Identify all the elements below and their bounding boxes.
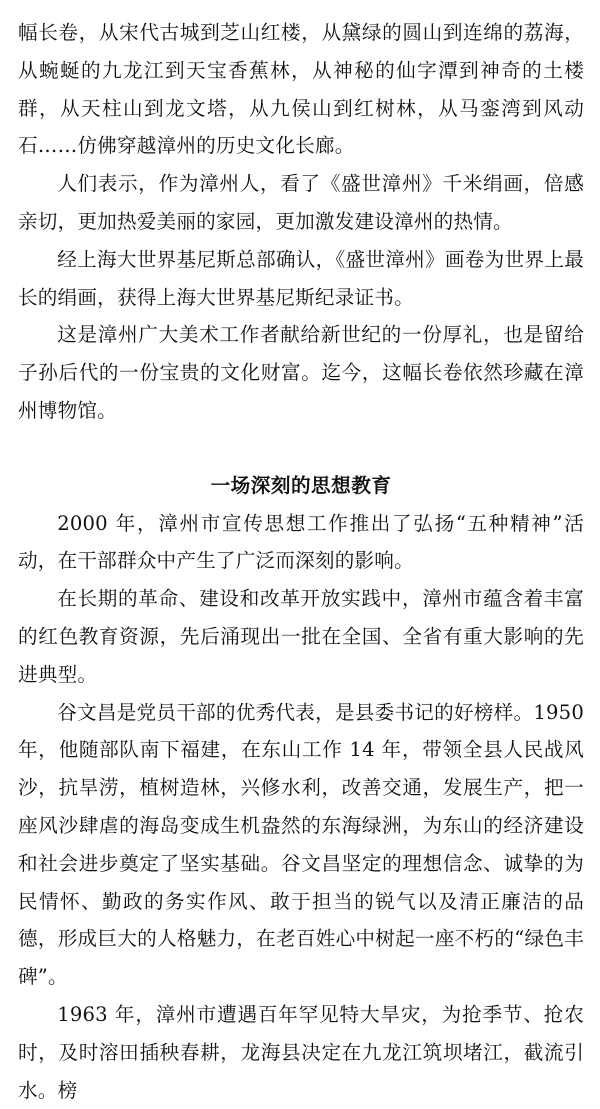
paragraph-guinness-record: 经上海大世界基尼斯总部确认，《盛世漳州》画卷为世界上最长的绢画，获得上海大世界基尼斯纪录证书。 (18, 247, 584, 309)
paragraph-gu-wenchang: 谷文昌是党员干部的优秀代表，是县委书记的好榜样。1950 年，他随部队南下福建，在东山工作 14 年，带领全县人民战风沙，抗旱涝，植树造林，兴修水利，改善交通，发展生产，把一座风沙肆虐的海岛变成生机盎然的东海绿洲，为东山的经济建设和社会进步奠定了坚实基础。谷文昌坚定的理想信念、诚挚的为民情怀、勤政的务实作风、敢于担当的锐气以及清正廉洁的品德，形成巨大的人格魅力，在老百姓心中树起一座不朽的“绿色丰碑”。 (18, 700, 584, 989)
section-spacer (18, 430, 584, 467)
section-title: 一场深刻的思想教育 (210, 473, 392, 497)
paragraph-five-spirits-campaign: 2000 年，漳州市宣传思想工作推出了弘扬“五种精神”活动，在干部群众中产生了广泛而深刻的影响。 (18, 511, 584, 573)
document-page (18, 14, 584, 1109)
paragraph-people-reaction: 人们表示，作为漳州人，看了《盛世漳州》千米绢画，倍感亲切，更加热爱美丽的家园，更加激发建设漳州的热情。 (18, 172, 584, 233)
paragraph-red-education-resources: 在长期的革命、建设和改革开放实践中，漳州市蕴含着丰富的红色教育资源，先后涌现出一批在全国、全省有重大影响的先进典型。 (18, 587, 584, 686)
paragraph-cultural-treasure: 这是漳州广大美术工作者献给新世纪的一份厚礼，也是留给子孙后代的一份宝贵的文化财富。迄今，这幅长卷依然珍藏在漳州博物馆。 (18, 323, 584, 422)
paragraph-1963-drought: 1963 年，漳州市遭遇百年罕见特大旱灾，为抢季节、抢农时，及时溶田插秧春耕，龙海县决定在九龙江筑坝堵江，截流引水。榜 (18, 1002, 584, 1102)
paragraph-continued-scroll-description: 幅长卷，从宋代古城到芝山红楼，从黛绿的圆山到连绵的荔海，从蜿蜒的九龙江到天宝香蕉林，从神秘的仙字潭到神奇的土楼群，从天柱山到龙文塔，从九侯山到红树林，从马銮湾到风动石……仿佛穿越漳州的历史文化长廊。 (18, 21, 584, 158)
